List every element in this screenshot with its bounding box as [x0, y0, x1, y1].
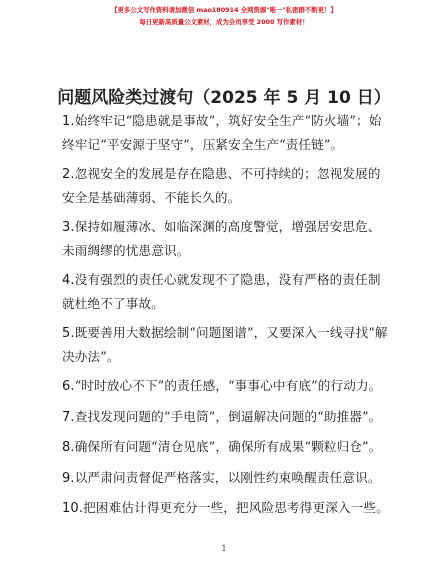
paragraph-7: [62, 406, 392, 430]
paragraph-number: 4.: [62, 273, 75, 288]
paragraph-8: [62, 436, 392, 460]
paragraph-number: 2.: [62, 167, 75, 182]
paragraph-9: [62, 467, 392, 491]
paragraph-10: [62, 497, 392, 521]
paragraph-1: [62, 110, 392, 156]
paragraph-text: 忽视安全的发展是存在隐患、不可持续的；忽视发展的安全是基础薄弱、不能长久的。: [62, 166, 381, 205]
document-title: 问题风险类过渡句（2025 年 5 月 10 日）: [57, 88, 391, 108]
paragraph-4: [62, 269, 392, 315]
paragraph-number: 6.: [62, 379, 75, 394]
paragraph-text: 确保所有问题“清仓见底”，确保所有成果“颗粒归仓”。: [74, 439, 382, 454]
promo-banner: [0, 4, 448, 28]
paragraph-number: 7.: [62, 409, 75, 425]
page-number: 1: [221, 544, 227, 553]
paragraph-text: 既要善用大数据绘制“问题图谱”，又要深入一线寻找“解决办法”。: [62, 325, 388, 364]
paragraph-number: 9.: [62, 470, 75, 486]
document-body: [62, 110, 392, 528]
paragraph-5: [62, 322, 392, 368]
paragraph-number: 8.: [62, 440, 75, 455]
paragraph-text: 始终牢记“隐患就是事故”，筑好安全生产“防火墙”；始终牢记“平安源于坚守”，压紧安全生产“责任链”。: [62, 113, 382, 152]
paragraph-text: 查找发现问题的“手电筒”，倒逼解决问题的“助推器”。: [74, 408, 382, 424]
paragraph-text: 保持如履薄冰、如临深渊的高度警觉，增强居安思危、未雨绸缪的忧患意识。: [62, 219, 381, 258]
paragraph-text: 没有强烈的责任心就发现不了隐患，没有严格的责任制就杜绝不了事故。: [62, 272, 381, 311]
paragraph-3: [62, 216, 392, 262]
paragraph-number: 1.: [62, 114, 75, 129]
paragraph-text: 以严肃问责督促严格落实，以刚性约束唤醒责任意识。: [74, 469, 381, 485]
paragraph-number: 3.: [62, 220, 75, 235]
paragraph-number: 10.: [62, 501, 84, 516]
paragraph-number: 5.: [62, 326, 75, 341]
promo-banner-line-1: 【更多公文写作资料请加微信 mao180914 全网资源"唯一"私密群不断更！】: [111, 6, 337, 14]
paragraph-6: [62, 375, 392, 399]
paragraph-2: [62, 163, 392, 209]
paragraph-text: 把困难估计得更充分一些，把风险思考得更深入一些。: [83, 500, 389, 515]
promo-banner-line-2: 每日更新高质量公文素材，成为会员享受 2000 写作素材！: [139, 18, 309, 26]
paragraph-text: “时时放心不下”的责任感，“事事心中有底”的行动力。: [74, 378, 382, 393]
